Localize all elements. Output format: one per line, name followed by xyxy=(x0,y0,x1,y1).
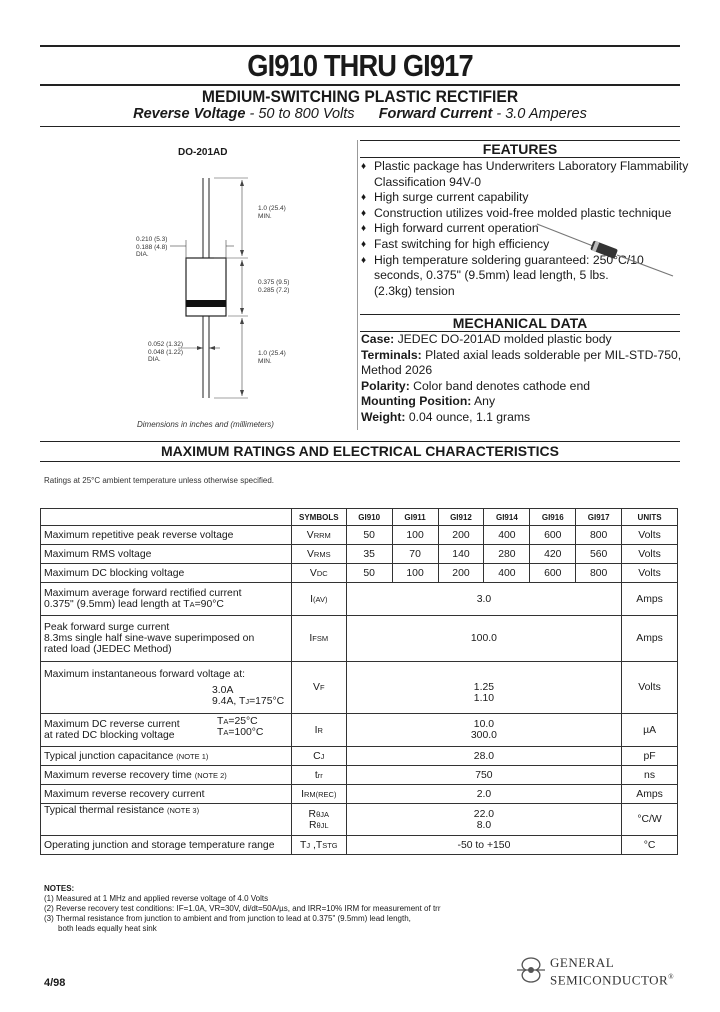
subtitle-rule xyxy=(40,126,680,127)
dim-body-length: 0.375 (9.5) 0.285 (7.2) xyxy=(258,279,290,294)
feature-item: ♦ Fast switching for high efficiency xyxy=(361,237,559,253)
feature-item: ♦ Plastic package has Underwriters Laboratory Flammability Classification 94V-0 xyxy=(361,159,701,190)
col-gi916: GI916 xyxy=(530,509,576,526)
table-row: Maximum DC reverse current at rated DC blocking voltage TA=25°C TA=100°C IR 10.0 300.0 µA xyxy=(41,714,678,747)
package-outline-drawing xyxy=(130,160,330,410)
reverse-voltage-label: Reverse Voltage xyxy=(133,106,246,122)
table-row: Maximum reverse recovery time (NOTE 2) trr 750 ns xyxy=(41,766,678,785)
table-row: Typical junction capacitance (NOTE 1) CJ 28.0 pF xyxy=(41,747,678,766)
forward-current-value: 3.0 Amperes xyxy=(505,106,587,122)
package-name: DO-201AD xyxy=(178,147,228,158)
feature-item: ♦ High temperature soldering guaranteed: 250°C/10 seconds, 0.375" (9.5mm) lead length, 5 lbs. (2.3kg) tension xyxy=(361,253,644,300)
table-row: Operating junction and storage temperature range TJ ,TSTG -50 to +150 °C xyxy=(41,836,678,855)
dimensions-caption: Dimensions in inches and (millimeters) xyxy=(137,420,274,429)
table-row: Maximum average forward rectified current 0.375" (9.5mm) lead length at TA=90°C I(AV) 3.0 Amps xyxy=(41,583,678,616)
table-row: Maximum reverse recovery current IRM(REC) 2.0 Amps xyxy=(41,785,678,804)
table-row: Maximum RMS voltage VRMS 35 70 140 280 420 560 Volts xyxy=(41,545,678,564)
top-rule xyxy=(40,45,680,47)
dim-body-diameter: 0.210 (5.3) 0.188 (4.8) DIA. xyxy=(136,236,168,258)
table-row: Typical thermal resistance (NOTE 3) RθJA RθJL 22.0 8.0 °C/W xyxy=(41,804,678,836)
ratings-heading: MAXIMUM RATINGS AND ELECTRICAL CHARACTERISTICS xyxy=(161,443,559,459)
feature-item: ♦ High forward current operation xyxy=(361,221,701,237)
ratings-summary: Reverse Voltage - 50 to 800 Volts Forward Current - 3.0 Amperes xyxy=(133,106,587,122)
table-header-row xyxy=(41,509,678,526)
table-row: Maximum instantaneous forward voltage at: 3.0A 9.4A, TJ=175°C VF 1.25 1.10 Volts xyxy=(41,662,678,714)
company-name: GENERAL SEMICONDUCTOR® xyxy=(550,955,675,988)
col-units: UNITS xyxy=(622,509,678,526)
features-rule-bottom xyxy=(360,157,680,158)
notes: NOTES: (1) Measured at 1 MHz and applied reverse voltage of 4.0 Volts (2) Reverse recovery test conditions: IF=1.0A, VR=30V, di/dt=50A/µs, and IRR=10% IRM for measurement of trr (3) Thermal resistance from junction to ambient and from junction to lead at 0.375" (9.5mm) lead length, both leads equally heat sink xyxy=(44,884,441,933)
dim-lead-length-top: 1.0 (25.4) MIN. xyxy=(258,205,286,220)
col-gi912: GI912 xyxy=(438,509,484,526)
ratings-rule-top xyxy=(40,441,680,442)
table-row: Peak forward surge current 8.3ms single half sine-wave superimposed on rated load (JEDEC Method) IFSM 100.0 Amps xyxy=(41,616,678,662)
dim-lead-diameter: 0.052 (1.32) 0.048 (1.22) DIA. xyxy=(148,341,184,363)
mounting-line: Mounting Position: Any xyxy=(361,394,496,409)
col-gi914: GI914 xyxy=(484,509,530,526)
product-subtitle: MEDIUM-SWITCHING PLASTIC RECTIFIER xyxy=(201,87,519,106)
company-logo-icon xyxy=(514,955,548,985)
feature-item: ♦ Construction utilizes void-free molded plastic technique xyxy=(361,206,701,222)
column-divider xyxy=(357,140,358,430)
col-gi911: GI911 xyxy=(392,509,438,526)
weight-line: Weight: 0.04 ounce, 1.1 grams xyxy=(361,409,531,424)
col-gi917: GI917 xyxy=(576,509,622,526)
ratings-table xyxy=(40,508,678,855)
reverse-voltage-value: 50 to 800 Volts xyxy=(258,106,355,122)
feature-item: ♦ High surge current capability xyxy=(361,190,701,206)
table-row: Maximum repetitive peak reverse voltage VRRM 50 100 200 400 600 800 Volts xyxy=(41,526,678,545)
revision-date: 4/98 xyxy=(44,977,66,989)
forward-current-label: Forward Current xyxy=(378,106,493,122)
title-rule xyxy=(40,84,680,86)
terminals-line: Terminals: Plated axial leads solderable per MIL-STD-750, Method 2026 xyxy=(361,347,682,378)
col-gi910: GI910 xyxy=(346,509,392,526)
ratings-note: Ratings at 25°C ambient temperature unless otherwise specified. xyxy=(44,476,274,485)
mechanical-heading: MECHANICAL DATA xyxy=(452,315,588,331)
col-symbols: SYMBOLS xyxy=(291,509,346,526)
diode-illustration xyxy=(535,218,675,278)
polarity-line: Polarity: Color band denotes cathode end xyxy=(361,378,591,393)
mechanical-data xyxy=(361,332,701,426)
ratings-rule-bottom xyxy=(40,461,680,462)
table-row: Maximum DC blocking voltage VDC 50 100 200 400 600 800 Volts xyxy=(41,564,678,583)
case-line: Case: JEDEC DO-201AD molded plastic body xyxy=(361,332,612,346)
dim-lead-length-bottom: 1.0 (25.4) MIN. xyxy=(258,350,286,365)
page-title: GI910 THRU GI917 xyxy=(247,48,473,83)
features-heading: FEATURES xyxy=(482,141,558,157)
